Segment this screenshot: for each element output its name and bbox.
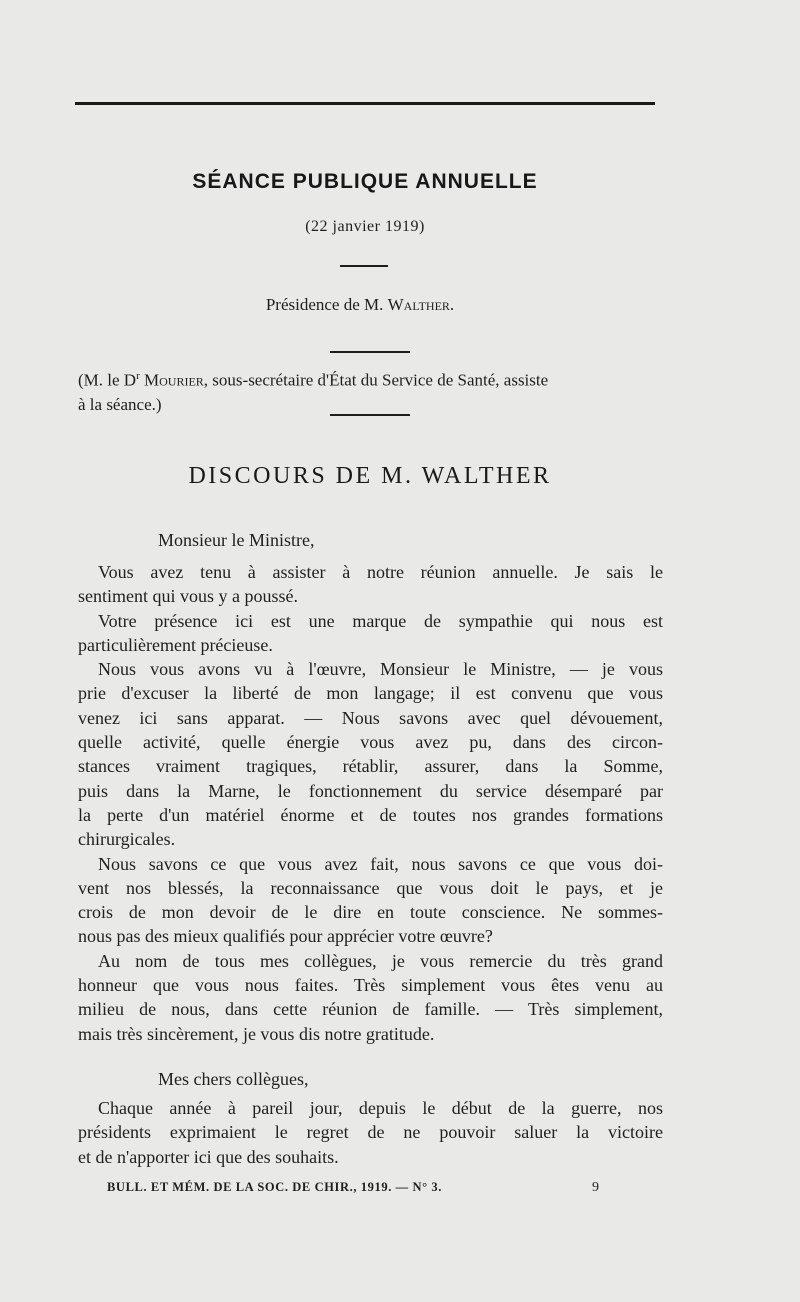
attendance-note — [78, 364, 666, 417]
text-line: stances vraiment tragiques, rétablir, assurer, dans la Somme, — [78, 756, 663, 777]
text-line: milieu de nous, dans cette réunion de famille. — Très simplement, — [78, 999, 663, 1020]
text-line: sentiment qui vous y a poussé. — [78, 586, 298, 607]
note-line-2: à la séance.) — [78, 394, 162, 414]
presidence-prefix: Présidence de M. — [265, 295, 388, 314]
note-text-b: , sous-secrétaire d'État du Service de Santé, assiste — [203, 370, 549, 390]
text-line: Nous vous avons vu à l'œuvre, Monsieur le Ministre, — je vous — [98, 659, 663, 680]
speech-body — [78, 560, 663, 1046]
text-line: Votre présence ici est une marque de sympathie qui nous est — [98, 610, 663, 631]
note-name: Mourier — [139, 370, 204, 390]
divider-rule — [330, 351, 410, 353]
salutation-colleagues: Mes chers collègues, — [158, 1069, 309, 1089]
text-line: crois de mon devoir de le dire en toute conscience. Ne sommes- — [78, 902, 663, 923]
text-line: prie d'excuser la liberté de mon langage; il est convenu que vous — [78, 683, 663, 704]
text-line: vent nos blessés, la reconnaissance que vous doit le pays, et je — [78, 877, 663, 898]
text-line: nous pas des mieux qualifiés pour apprécier votre œuvre? — [78, 926, 493, 947]
top-rule — [75, 102, 655, 105]
note-superscript: r — [136, 370, 140, 382]
text-line: quelle activité, quelle énergie vous avez pu, dans des circon- — [78, 732, 663, 753]
footer-citation: BULL. ET MÉM. DE LA SOC. DE CHIR., 1919. — N° 3. — [107, 1180, 442, 1194]
text-line: venez ici sans apparat. — Nous savons avec quel dévouement, — [78, 707, 663, 728]
divider-rule — [340, 265, 388, 267]
note-text-a: (M. le D — [78, 370, 137, 390]
text-line: présidents exprimaient le regret de ne pouvoir saluer la victoire — [78, 1122, 663, 1143]
presidence-suffix: . — [449, 295, 455, 314]
text-line: Chaque année à pareil jour, depuis le début de la guerre, nos — [98, 1098, 663, 1118]
text-line: Nous savons ce que vous avez fait, nous savons ce que vous doi- — [98, 853, 663, 874]
text-line: Vous avez tenu à assister à notre réunion annuelle. Je sais le — [98, 562, 663, 582]
text-line: honneur que vous nous faites. Très simplement vous êtes venu au — [78, 975, 663, 996]
session-date: (22 janvier 1919) — [305, 218, 425, 235]
running-footer — [107, 1180, 607, 1195]
text-line: la perte d'un matériel énorme et de toutes nos grandes formations — [78, 804, 663, 825]
page-number: 9 — [592, 1180, 600, 1195]
text-line: puis dans la Marne, le fonctionnement du service désemparé par — [78, 780, 663, 801]
president-name: Walther — [387, 295, 450, 314]
text-line: chirurgicales. — [78, 829, 176, 850]
text-line: mais très sincèrement, je vous dis notre gratitude. — [78, 1023, 435, 1044]
text-line: Au nom de tous mes collègues, je vous remercie du très grand — [98, 950, 663, 971]
divider-rule — [330, 414, 410, 416]
text-line: et de n'apporter ici que des souhaits. — [78, 1146, 339, 1167]
page-title: SÉANCE PUBLIQUE ANNUELLE — [192, 170, 538, 193]
presidence-line — [0, 295, 720, 315]
speech-body-2 — [78, 1096, 663, 1169]
section-heading: DISCOURS DE M. WALTHER — [188, 463, 552, 489]
salutation-minister: Monsieur le Ministre, — [158, 530, 315, 550]
text-line: particulièrement précieuse. — [78, 634, 273, 655]
